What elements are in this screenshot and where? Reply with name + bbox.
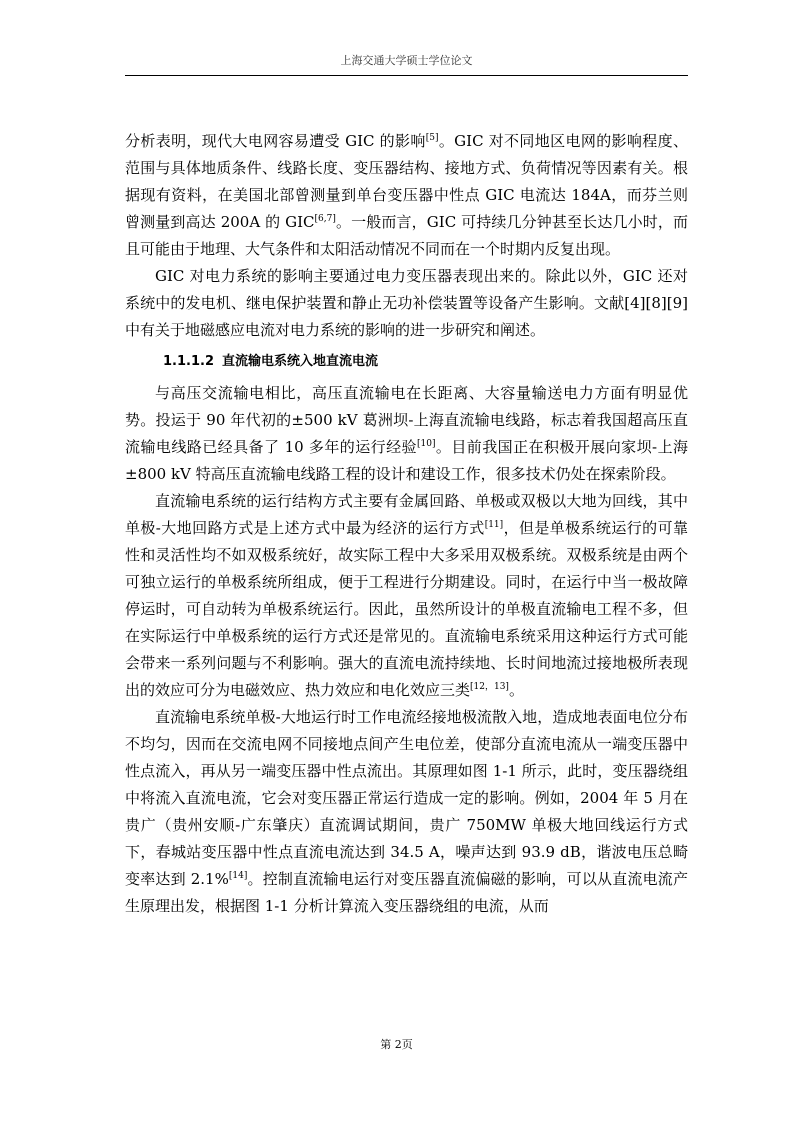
citation: [6,7] bbox=[314, 214, 336, 224]
paragraph-text: 。控制直流输电运行对变压器直流偏磁的影响，可以从直流电流产生原理出发，根据图 1-1 分析计算流入变压器绕组的电流，从而 bbox=[125, 870, 688, 915]
citation: [11] bbox=[484, 520, 504, 530]
paragraph-text: 。GIC 对不同地区电网的影响程度、范围与具体地质条件、线路长度、变压器结构、接地方式、负荷情况等因素有关。根据现有资料，在美国北部曾测量到单台变压器中性点 GIC 电流达 184A，而芬兰则曾测量到高达 200A 的 GIC bbox=[125, 132, 688, 231]
header-rule bbox=[125, 75, 688, 76]
citation: [14] bbox=[228, 871, 248, 881]
paragraph-text: ，但是单极系统运行的可靠性和灵活性均不如双极系统好，故实际工程中大多采用双极系统。双极系统是由两个可独立运行的单极系统所组成，便于工程进行分期建设。同时，在运行中当一极故障停运时，可自动转为单极系统运行。因此，虽然所设计的单极直流输电工程不多，但在实际运行中单极系统的运行方式还是常见的。直流输电系统采用这种运行方式可能会带来一系列问题与不利影响。强大的直流电流持续地、长时间地流过接地极所表现出的效应可分为电磁效应、热力效应和电化效应三类 bbox=[125, 519, 688, 699]
paragraph-text: 直流输电系统的运行结构方式主要有金属回路、单极或双极以大地为回线，其中单极-大地回路方式是上述方式中最为经济的运行方式 bbox=[125, 492, 688, 537]
paragraph-4 bbox=[125, 488, 688, 704]
citation: [10] bbox=[416, 439, 436, 449]
section-heading bbox=[125, 344, 688, 380]
body-text bbox=[125, 128, 688, 920]
paragraph-text: 分析表明，现代大电网容易遭受 GIC 的影响 bbox=[125, 132, 426, 150]
paragraph-5 bbox=[125, 704, 688, 920]
section-title: 直流输电系统入地直流电流 bbox=[222, 354, 379, 369]
paragraph-1 bbox=[125, 128, 688, 263]
page-header: 上海交通大学硕士学位论文 bbox=[340, 54, 473, 67]
section-number: 1.1.1.2 bbox=[163, 354, 214, 369]
page-number: 第 2页 bbox=[380, 1038, 413, 1051]
paragraph-text: 与高压交流输电相比，高压直流输电在长距离、大容量输送电力方面有明显优势。投运于 90 年代初的±500 kV 葛洲坝-上海直流输电线路，标志着我国超高压直流输电线路已经具备了 10 多年的运行经验 bbox=[125, 384, 688, 456]
paragraph-3 bbox=[125, 380, 688, 488]
paragraph-2: GIC 对电力系统的影响主要通过电力变压器表现出来的。除此以外，GIC 还对系统中的发电机、继电保护装置和静止无功补偿装置等设备产生影响。文献[4][8][9]中有关于地磁感应电流对电力系统的影响的进一步研究和阐述。 bbox=[125, 267, 688, 339]
paragraph-text: 。目前我国正在积极开展向家坝-上海±800 kV 特高压直流输电线路工程的设计和建设工作，很多技术仍处在探索阶段。 bbox=[125, 438, 689, 483]
citation: [5] bbox=[425, 133, 439, 143]
paragraph-text: 。一般而言，GIC 可持续几分钟甚至长达几小时，而且可能由于地理、大气条件和太阳活动情况不同而在一个时期内反复出现。 bbox=[125, 213, 689, 258]
paragraph-text: 直流输电系统单极-大地运行时工作电流经接地极流散入地，造成地表面电位分布不均匀，因而在交流电网不同接地点间产生电位差，使部分直流电流从一端变压器中性点流入，再从另一端变压器中性点流出。其原理如图 1-1 所示，此时，变压器绕组中将流入直流电流，它会对变压器正常运行造成一定的影响。例如，2004 年 5 月在贵广（贵州安顺-广东肇庆）直流调试期间，贵广 750MW 单极大地回线运行方式下，春城站变压器中性点直流电流达到 34.5 A，噪声达到 93.9 dB，谐波电压总畸变率达到 2.1% bbox=[125, 708, 688, 888]
paragraph-text: 。 bbox=[508, 681, 524, 699]
citation: [12，13] bbox=[470, 682, 509, 692]
